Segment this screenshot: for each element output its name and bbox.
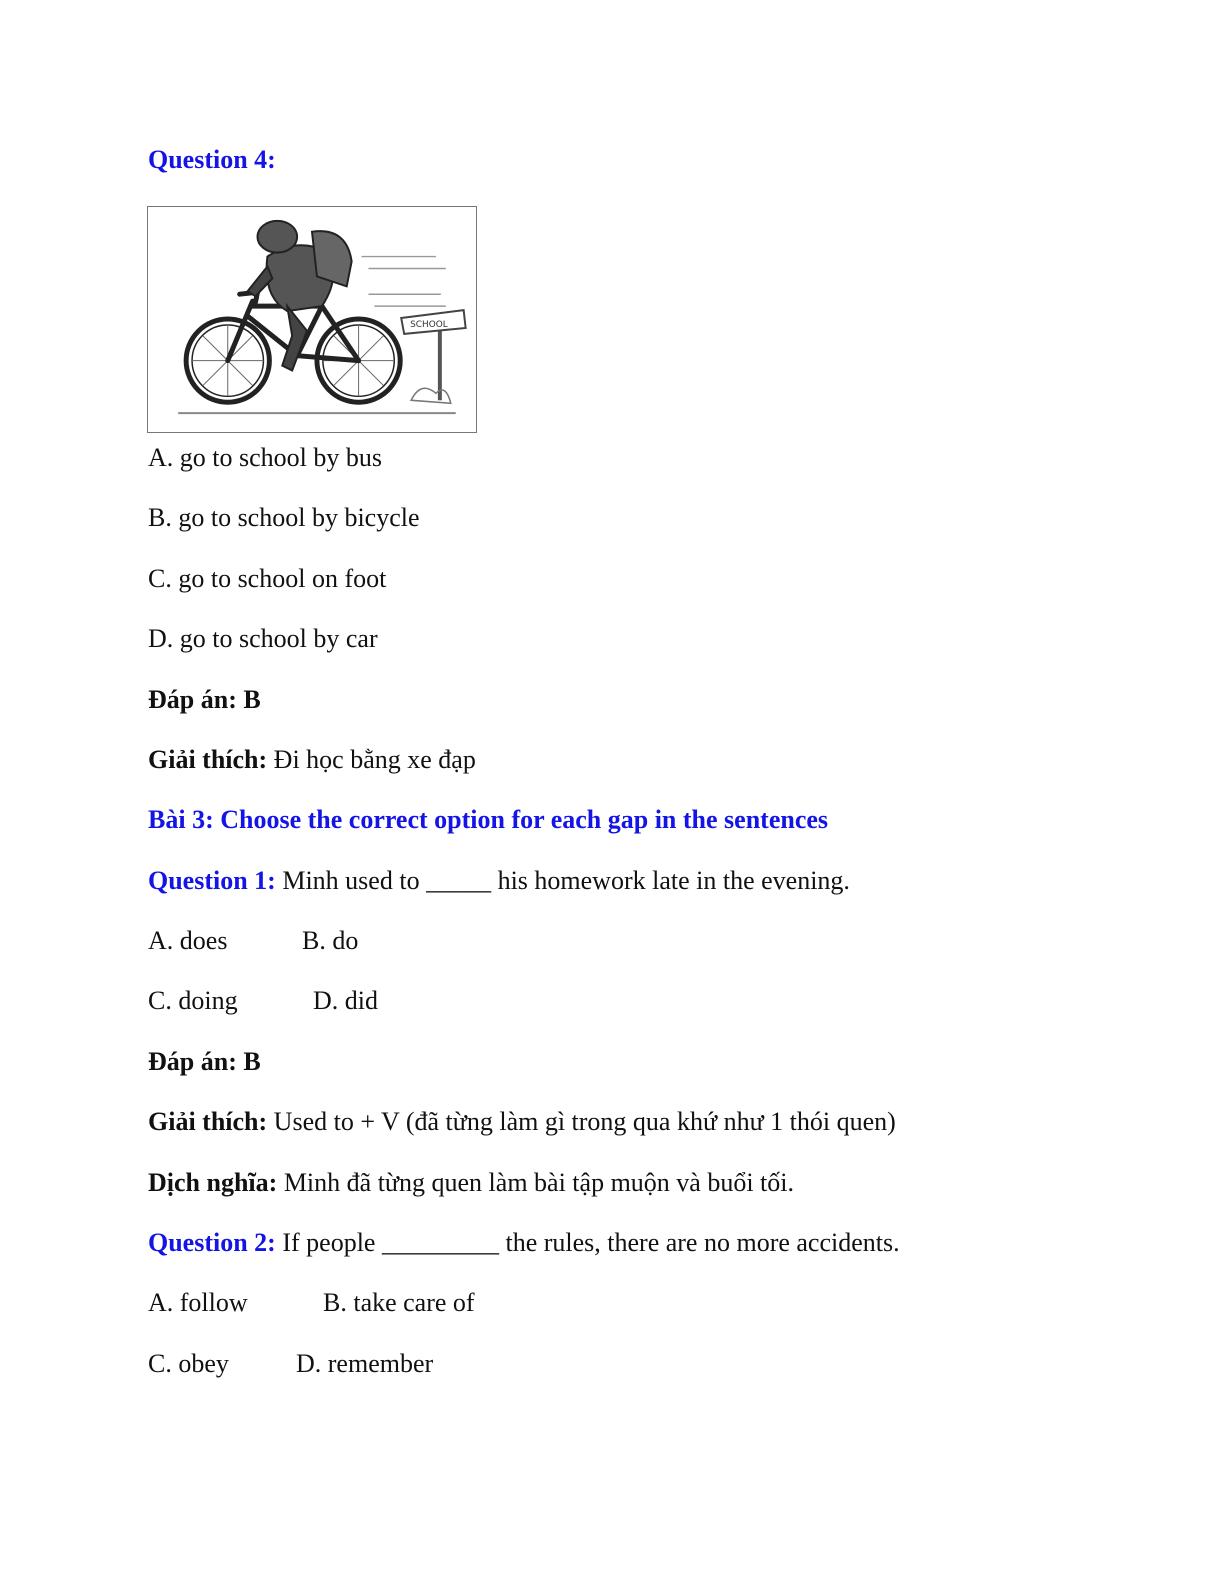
q4-option-a: A. go to school by bus — [148, 443, 382, 472]
q2-options-row-1 — [148, 1288, 475, 1318]
q2-option-d: D. remember — [296, 1349, 434, 1378]
q4-explanation-text: Đi học bằng xe đạp — [267, 745, 476, 774]
q1-options-row-2 — [148, 986, 378, 1016]
q1-explanation-label: Giải thích: — [148, 1107, 268, 1136]
question-2-label: Question 2: — [148, 1228, 276, 1257]
q1-options-row-1 — [148, 926, 358, 956]
q1-translation — [148, 1168, 794, 1198]
bai-3-title: Bài 3: Choose the correct option for each gap in the sentences — [148, 805, 829, 834]
q2-options-row-2 — [148, 1349, 433, 1379]
question-4-title: Question 4: — [148, 145, 276, 174]
q4-option-c: C. go to school on foot — [148, 564, 387, 593]
question-1-text: Minh used to _____ his homework late in the evening. — [275, 866, 850, 895]
q1-option-d: D. did — [313, 986, 378, 1015]
q1-explanation — [148, 1107, 896, 1137]
q1-answer: Đáp án: B — [148, 1047, 261, 1076]
question-2-text: If people _________ the rules, there are no more accidents. — [275, 1228, 900, 1257]
q1-translation-label: Dịch nghĩa: — [148, 1168, 278, 1197]
question-1 — [148, 866, 850, 896]
question-1-label: Question 1: — [148, 866, 276, 895]
q4-option-d: D. go to school by car — [148, 624, 378, 653]
q1-option-b: B. do — [302, 926, 359, 955]
q4-explanation-label: Giải thích: — [148, 745, 268, 774]
q2-option-b: B. take care of — [323, 1288, 475, 1317]
question-2 — [148, 1228, 900, 1258]
q4-explanation — [148, 745, 476, 775]
q1-option-c: C. doing — [148, 986, 238, 1015]
q4-option-b: B. go to school by bicycle — [148, 503, 420, 532]
q1-translation-text: Minh đã từng quen làm bài tập muộn và buổi tối. — [277, 1168, 794, 1197]
q1-option-a: A. does — [148, 926, 228, 955]
q2-option-c: C. obey — [148, 1349, 229, 1378]
q1-explanation-text: Used to + V (đã từng làm gì trong qua khứ như 1 thói quen) — [267, 1107, 896, 1136]
q2-option-a: A. follow — [148, 1288, 248, 1317]
sign-text: SCHOOL — [410, 319, 448, 330]
bicycle-illustration — [147, 206, 477, 433]
q4-answer: Đáp án: B — [148, 685, 261, 714]
